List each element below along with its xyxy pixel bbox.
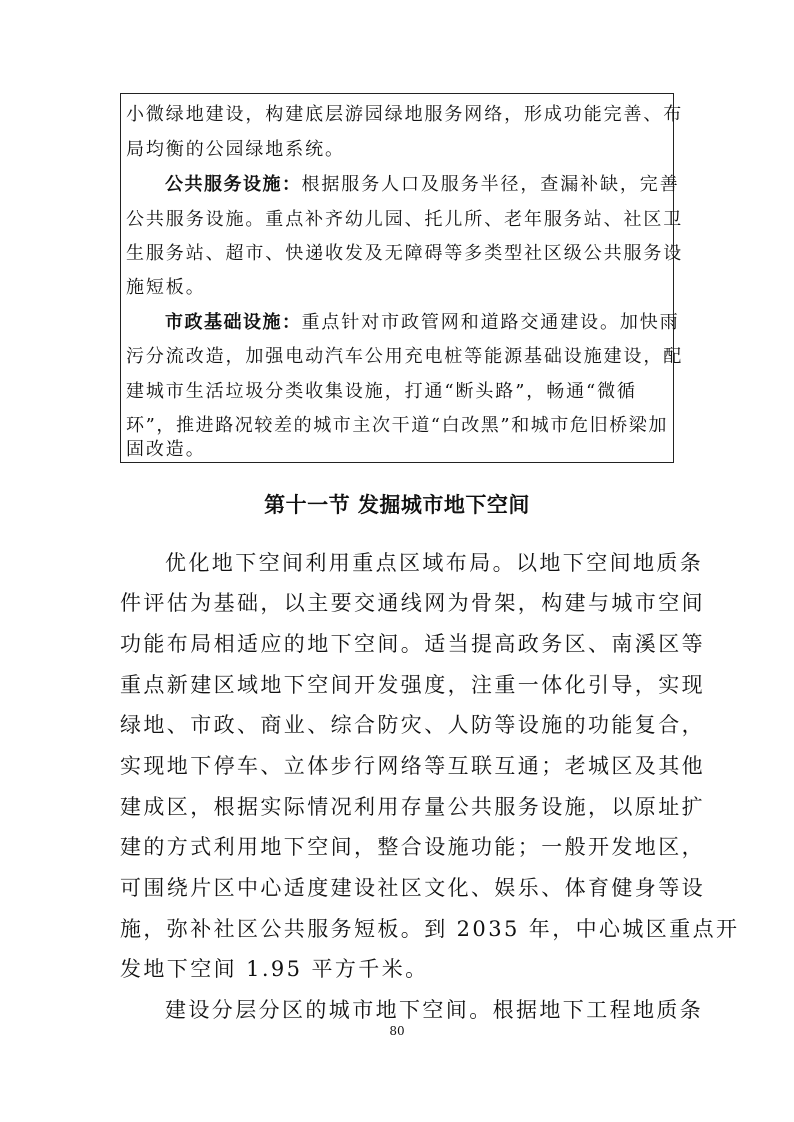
box-line: 局均衡的公园绿地系统。: [126, 139, 345, 160]
body-line: 施，弥补社区公共服务短板。到 2035 年，中心城区重点开: [120, 917, 740, 941]
box-line: 污分流改造，加强电动汽车公用充电桩等能源基础设施建设，配: [126, 346, 684, 367]
box-line: 施短板。: [126, 277, 206, 298]
heading-municipal-infrastructure: 市政基础设施：: [165, 312, 302, 333]
body-line: 件评估为基础，以主要交通线网为骨架，构建与城市空间: [120, 591, 705, 615]
body-line: 实现地下停车、立体步行网络等互联互通；老城区及其他: [120, 754, 705, 778]
body-line: 重点新建区域地下空间开发强度，注重一体化引导，实现: [120, 673, 705, 697]
box-paragraph-public-services: [165, 174, 680, 196]
box-line: 小微绿地建设，构建底层游园绿地服务网络，形成功能完善、布: [126, 104, 684, 125]
body-line: 绿地、市政、商业、综合防灾、人防等设施的功能复合，: [120, 713, 705, 737]
page-number: 80: [389, 1024, 405, 1038]
box-line: 环”，推进路况较差的城市主次干道“白改黑”和城市危旧桥梁加: [126, 415, 669, 436]
box-line: 固改造。: [126, 439, 206, 460]
box-line: 根据服务人口及服务半径，查漏补缺，完善: [301, 174, 680, 195]
box-line: 生服务站、超市、快递收发及无障碍等多类型社区级公共服务设: [126, 243, 684, 264]
box-paragraph-municipal-infrastructure: [165, 312, 680, 334]
body-line: 建设分层分区的城市地下空间。根据地下工程地质条: [165, 998, 704, 1022]
heading-public-services: 公共服务设施：: [165, 174, 302, 195]
body-line: 功能布局相适应的地下空间。适当提高政务区、南溪区等: [120, 632, 705, 656]
section-title: 第十一节 发掘城市地下空间: [264, 493, 530, 517]
box-line: 重点针对市政管网和道路交通建设。加快雨: [301, 312, 680, 333]
box-line: 建城市生活垃圾分类收集设施，打通“断头路”，畅通“微循: [126, 381, 637, 402]
box-line: 公共服务设施。重点补齐幼儿园、托儿所、老年服务站、社区卫: [126, 209, 684, 230]
body-line: 优化地下空间利用重点区域布局。以地下空间地质条: [165, 551, 704, 575]
body-line: 发地下空间 1.95 平方千米。: [120, 957, 429, 981]
body-line: 建的方式利用地下空间，整合设施功能；一般开发地区，: [120, 835, 705, 859]
body-line: 可围绕片区中心适度建设社区文化、娱乐、体育健身等设: [120, 876, 705, 900]
body-line: 建成区，根据实际情况利用存量公共服务设施，以原址扩: [120, 795, 705, 819]
